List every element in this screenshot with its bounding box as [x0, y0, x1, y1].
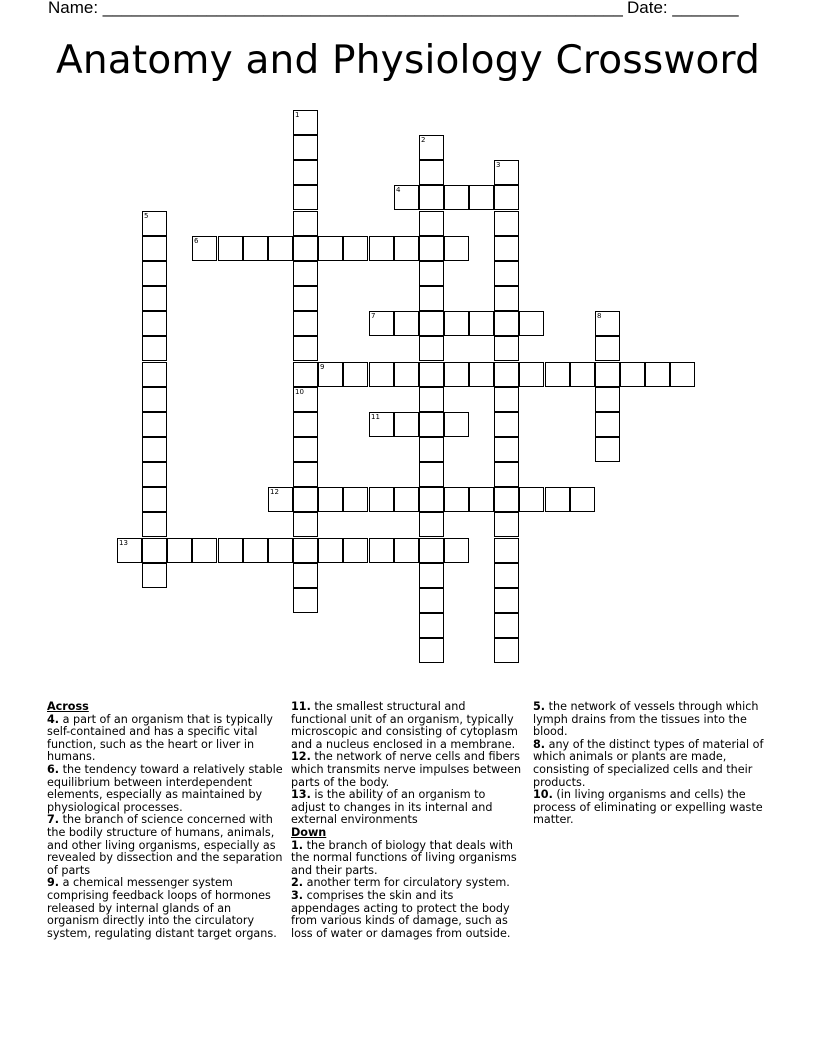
across-clue-12: 12. the network of nerve cells and fibers which transmits nerve impulses between parts of the body.: [291, 750, 522, 789]
crossword-cell[interactable]: [369, 236, 394, 261]
clues-column-2: [291, 701, 523, 940]
clue-number: 4: [396, 186, 401, 194]
crossword-cell[interactable]: [494, 613, 519, 638]
crossword-cell[interactable]: [142, 487, 167, 512]
crossword-cell[interactable]: [595, 311, 620, 336]
crossword-cell[interactable]: [167, 538, 192, 563]
crossword-cell[interactable]: [369, 538, 394, 563]
crossword-cell[interactable]: [293, 160, 318, 185]
crossword-cell[interactable]: [419, 211, 444, 236]
crossword-cell[interactable]: [595, 437, 620, 462]
crossword-cell[interactable]: [419, 387, 444, 412]
crossword-cell[interactable]: [394, 185, 419, 210]
clue-number: 11: [371, 413, 380, 421]
clue-number: 7: [371, 312, 376, 320]
crossword-cell[interactable]: [494, 261, 519, 286]
crossword-cell[interactable]: [419, 563, 444, 588]
crossword-cell[interactable]: [293, 412, 318, 437]
down-clue-3: 3. comprises the skin and its appendages acting to protect the body from various kinds of damage, such as loss of water or damages from outside.: [291, 888, 511, 940]
crossword-cell[interactable]: [545, 487, 570, 512]
crossword-cell[interactable]: [394, 362, 419, 387]
crossword-cell[interactable]: [142, 437, 167, 462]
clue-number: 1: [295, 111, 300, 119]
across-heading: Across: [47, 700, 89, 713]
crossword-cell[interactable]: [293, 362, 318, 387]
crossword-cell[interactable]: [419, 336, 444, 361]
crossword-cell[interactable]: [394, 487, 419, 512]
crossword-cell[interactable]: [419, 362, 444, 387]
crossword-cell[interactable]: [494, 211, 519, 236]
down-clue-8: 8. any of the distinct types of material of which animals or plants are made, consisting of specialized cells and their products.: [533, 737, 764, 789]
clue-number: 6: [194, 237, 199, 245]
across-clue-13: 13. is the ability of an organism to adjust to changes in its internal and external environments: [291, 788, 493, 827]
crossword-cell[interactable]: [494, 412, 519, 437]
crossword-cell[interactable]: [444, 412, 469, 437]
page-title: Anatomy and Physiology Crossword: [55, 38, 761, 83]
crossword-cell[interactable]: [419, 512, 444, 537]
crossword-cell[interactable]: [293, 336, 318, 361]
crossword-cell[interactable]: [243, 236, 268, 261]
crossword-cell[interactable]: [444, 311, 469, 336]
down-heading: Down: [291, 825, 327, 839]
clues-column-3: [533, 701, 769, 827]
crossword-cell[interactable]: [419, 638, 444, 663]
clues-column-1: [47, 701, 283, 940]
crossword-cell[interactable]: [670, 362, 695, 387]
down-clue-5: 5. the network of vessels through which lymph drains from the tissues into the blood.: [533, 700, 759, 739]
crossword-cell[interactable]: [293, 135, 318, 160]
down-clue-10: 10. (in living organisms and cells) the process of eliminating or expelling waste matter.: [533, 788, 763, 827]
crossword-cell[interactable]: [293, 286, 318, 311]
clue-number: 12: [270, 488, 279, 496]
clue-number: 3: [496, 161, 501, 169]
crossword-cell[interactable]: [268, 487, 293, 512]
across-clue-4: 4. a part of an organism that is typically self-contained and has a specific vital function, such as the heart or liver in humans.: [47, 712, 273, 764]
crossword-cell[interactable]: [142, 512, 167, 537]
clue-number: 5: [144, 212, 149, 220]
down-clue-1: 1. the branch of biology that deals with the normal functions of living organisms and their parts.: [291, 838, 517, 877]
crossword-cell[interactable]: [268, 236, 293, 261]
crossword-cell[interactable]: [494, 487, 519, 512]
crossword-cell[interactable]: [142, 286, 167, 311]
crossword-cell[interactable]: [469, 487, 494, 512]
across-clue-9: 9. a chemical messenger system comprising feedback loops of hormones released by internal glands of an organism directly into the circulatory system, regulating distant target organs.: [47, 876, 277, 940]
crossword-cell[interactable]: [519, 311, 544, 336]
crossword-cell[interactable]: [419, 286, 444, 311]
crossword-cell[interactable]: [645, 362, 670, 387]
crossword-cell[interactable]: [293, 512, 318, 537]
crossword-cell[interactable]: [142, 538, 167, 563]
crossword-cell[interactable]: [142, 211, 167, 236]
clue-number: 2: [421, 136, 426, 144]
crossword-cell[interactable]: [394, 236, 419, 261]
crossword-cell[interactable]: [142, 412, 167, 437]
crossword-cell[interactable]: [117, 538, 142, 563]
crossword-cell[interactable]: [293, 185, 318, 210]
crossword-cell[interactable]: [570, 362, 595, 387]
crossword-cell[interactable]: [494, 387, 519, 412]
crossword-cell[interactable]: [293, 110, 318, 135]
crossword-cell[interactable]: [545, 362, 570, 387]
clue-number: 10: [295, 388, 304, 396]
crossword-cell[interactable]: [142, 236, 167, 261]
crossword-cell[interactable]: [494, 286, 519, 311]
crossword-cell[interactable]: [494, 462, 519, 487]
crossword-cell[interactable]: [419, 538, 444, 563]
crossword-cell[interactable]: [218, 538, 243, 563]
crossword-cell[interactable]: [444, 362, 469, 387]
crossword-cell[interactable]: [494, 336, 519, 361]
crossword-cell[interactable]: [218, 236, 243, 261]
crossword-cell[interactable]: [142, 336, 167, 361]
crossword-cell[interactable]: [519, 362, 544, 387]
crossword-cell[interactable]: [343, 236, 368, 261]
crossword-cell[interactable]: [620, 362, 645, 387]
crossword-cell[interactable]: [142, 462, 167, 487]
crossword-cell[interactable]: [293, 462, 318, 487]
crossword-cell[interactable]: [419, 135, 444, 160]
crossword-cell[interactable]: [142, 387, 167, 412]
crossword-cell[interactable]: [419, 437, 444, 462]
crossword-cell[interactable]: [419, 311, 444, 336]
crossword-cell[interactable]: [192, 538, 217, 563]
crossword-cell[interactable]: [519, 487, 544, 512]
clue-number: 9: [320, 363, 325, 371]
date-line[interactable]: Date: _______: [627, 0, 739, 17]
crossword-cell[interactable]: [394, 538, 419, 563]
crossword-cell[interactable]: [293, 538, 318, 563]
crossword-cell[interactable]: [444, 185, 469, 210]
crossword-cell[interactable]: [419, 462, 444, 487]
down-clue-2: 2. another term for circulatory system.: [291, 876, 510, 890]
crossword-cell[interactable]: [293, 387, 318, 412]
crossword-cell[interactable]: [293, 211, 318, 236]
crossword-cell[interactable]: [419, 487, 444, 512]
crossword-cell[interactable]: [419, 261, 444, 286]
crossword-cell[interactable]: [243, 538, 268, 563]
crossword-cell[interactable]: [318, 236, 343, 261]
crossword-cell[interactable]: [444, 538, 469, 563]
crossword-cell[interactable]: [494, 160, 519, 185]
crossword-cell[interactable]: [369, 412, 394, 437]
crossword-cell[interactable]: [595, 362, 620, 387]
crossword-cell[interactable]: [142, 261, 167, 286]
crossword-cell[interactable]: [494, 563, 519, 588]
across-clue-11: 11. the smallest structural and functional unit of an organism, typically microscopic and consisting of cytoplasm and a nucleus enclosed in a membrane.: [291, 700, 518, 751]
crossword-cell[interactable]: [494, 588, 519, 613]
crossword-cell[interactable]: [192, 236, 217, 261]
crossword-cell[interactable]: [419, 412, 444, 437]
crossword-cell[interactable]: [343, 362, 368, 387]
crossword-cell[interactable]: [469, 362, 494, 387]
crossword-cell[interactable]: [142, 311, 167, 336]
across-clue-6: 6. the tendency toward a relatively stable equilibrium between interdependent elements, especially as maintained by physiological processes.: [47, 762, 283, 814]
crossword-cell[interactable]: [318, 538, 343, 563]
crossword-cell[interactable]: [595, 336, 620, 361]
crossword-cell[interactable]: [343, 487, 368, 512]
crossword-cell[interactable]: [369, 362, 394, 387]
name-line[interactable]: Name: _______________________________________________________: [48, 0, 623, 17]
crossword-cell[interactable]: [570, 487, 595, 512]
crossword-cell[interactable]: [494, 185, 519, 210]
crossword-cell[interactable]: [293, 563, 318, 588]
crossword-cell[interactable]: [293, 311, 318, 336]
crossword-cell[interactable]: [394, 412, 419, 437]
crossword-cell[interactable]: [343, 538, 368, 563]
crossword-cell[interactable]: [494, 236, 519, 261]
crossword-cell[interactable]: [293, 437, 318, 462]
crossword-cell[interactable]: [419, 236, 444, 261]
crossword-cell[interactable]: [419, 185, 444, 210]
crossword-cell[interactable]: [293, 261, 318, 286]
crossword-cell[interactable]: [494, 311, 519, 336]
clue-number: 8: [597, 312, 602, 320]
crossword-cell[interactable]: [469, 311, 494, 336]
crossword-cell[interactable]: [419, 588, 444, 613]
crossword-cell[interactable]: [268, 538, 293, 563]
crossword-cell[interactable]: [494, 362, 519, 387]
clue-number: 13: [119, 539, 128, 547]
crossword-cell[interactable]: [369, 487, 394, 512]
crossword-cell[interactable]: [469, 185, 494, 210]
crossword-cell[interactable]: [293, 236, 318, 261]
across-clue-7: 7. the branch of science concerned with the bodily structure of humans, animals, and other living organisms, especially as revealed by dissection and the separation of parts: [47, 813, 283, 877]
crossword-cell[interactable]: [595, 387, 620, 412]
crossword-cell[interactable]: [494, 512, 519, 537]
crossword-cell[interactable]: [142, 563, 167, 588]
crossword-cell[interactable]: [419, 613, 444, 638]
crossword-cell[interactable]: [293, 588, 318, 613]
crossword-cell[interactable]: [318, 362, 343, 387]
crossword-cell[interactable]: [293, 487, 318, 512]
crossword-cell[interactable]: [595, 412, 620, 437]
crossword-cell[interactable]: [494, 638, 519, 663]
crossword-cell[interactable]: [494, 437, 519, 462]
crossword-cell[interactable]: [369, 311, 394, 336]
crossword-cell[interactable]: [318, 487, 343, 512]
crossword-cell[interactable]: [419, 160, 444, 185]
crossword-cell[interactable]: [444, 236, 469, 261]
crossword-cell[interactable]: [494, 538, 519, 563]
crossword-cell[interactable]: [444, 487, 469, 512]
crossword-cell[interactable]: [394, 311, 419, 336]
crossword-cell[interactable]: [142, 362, 167, 387]
